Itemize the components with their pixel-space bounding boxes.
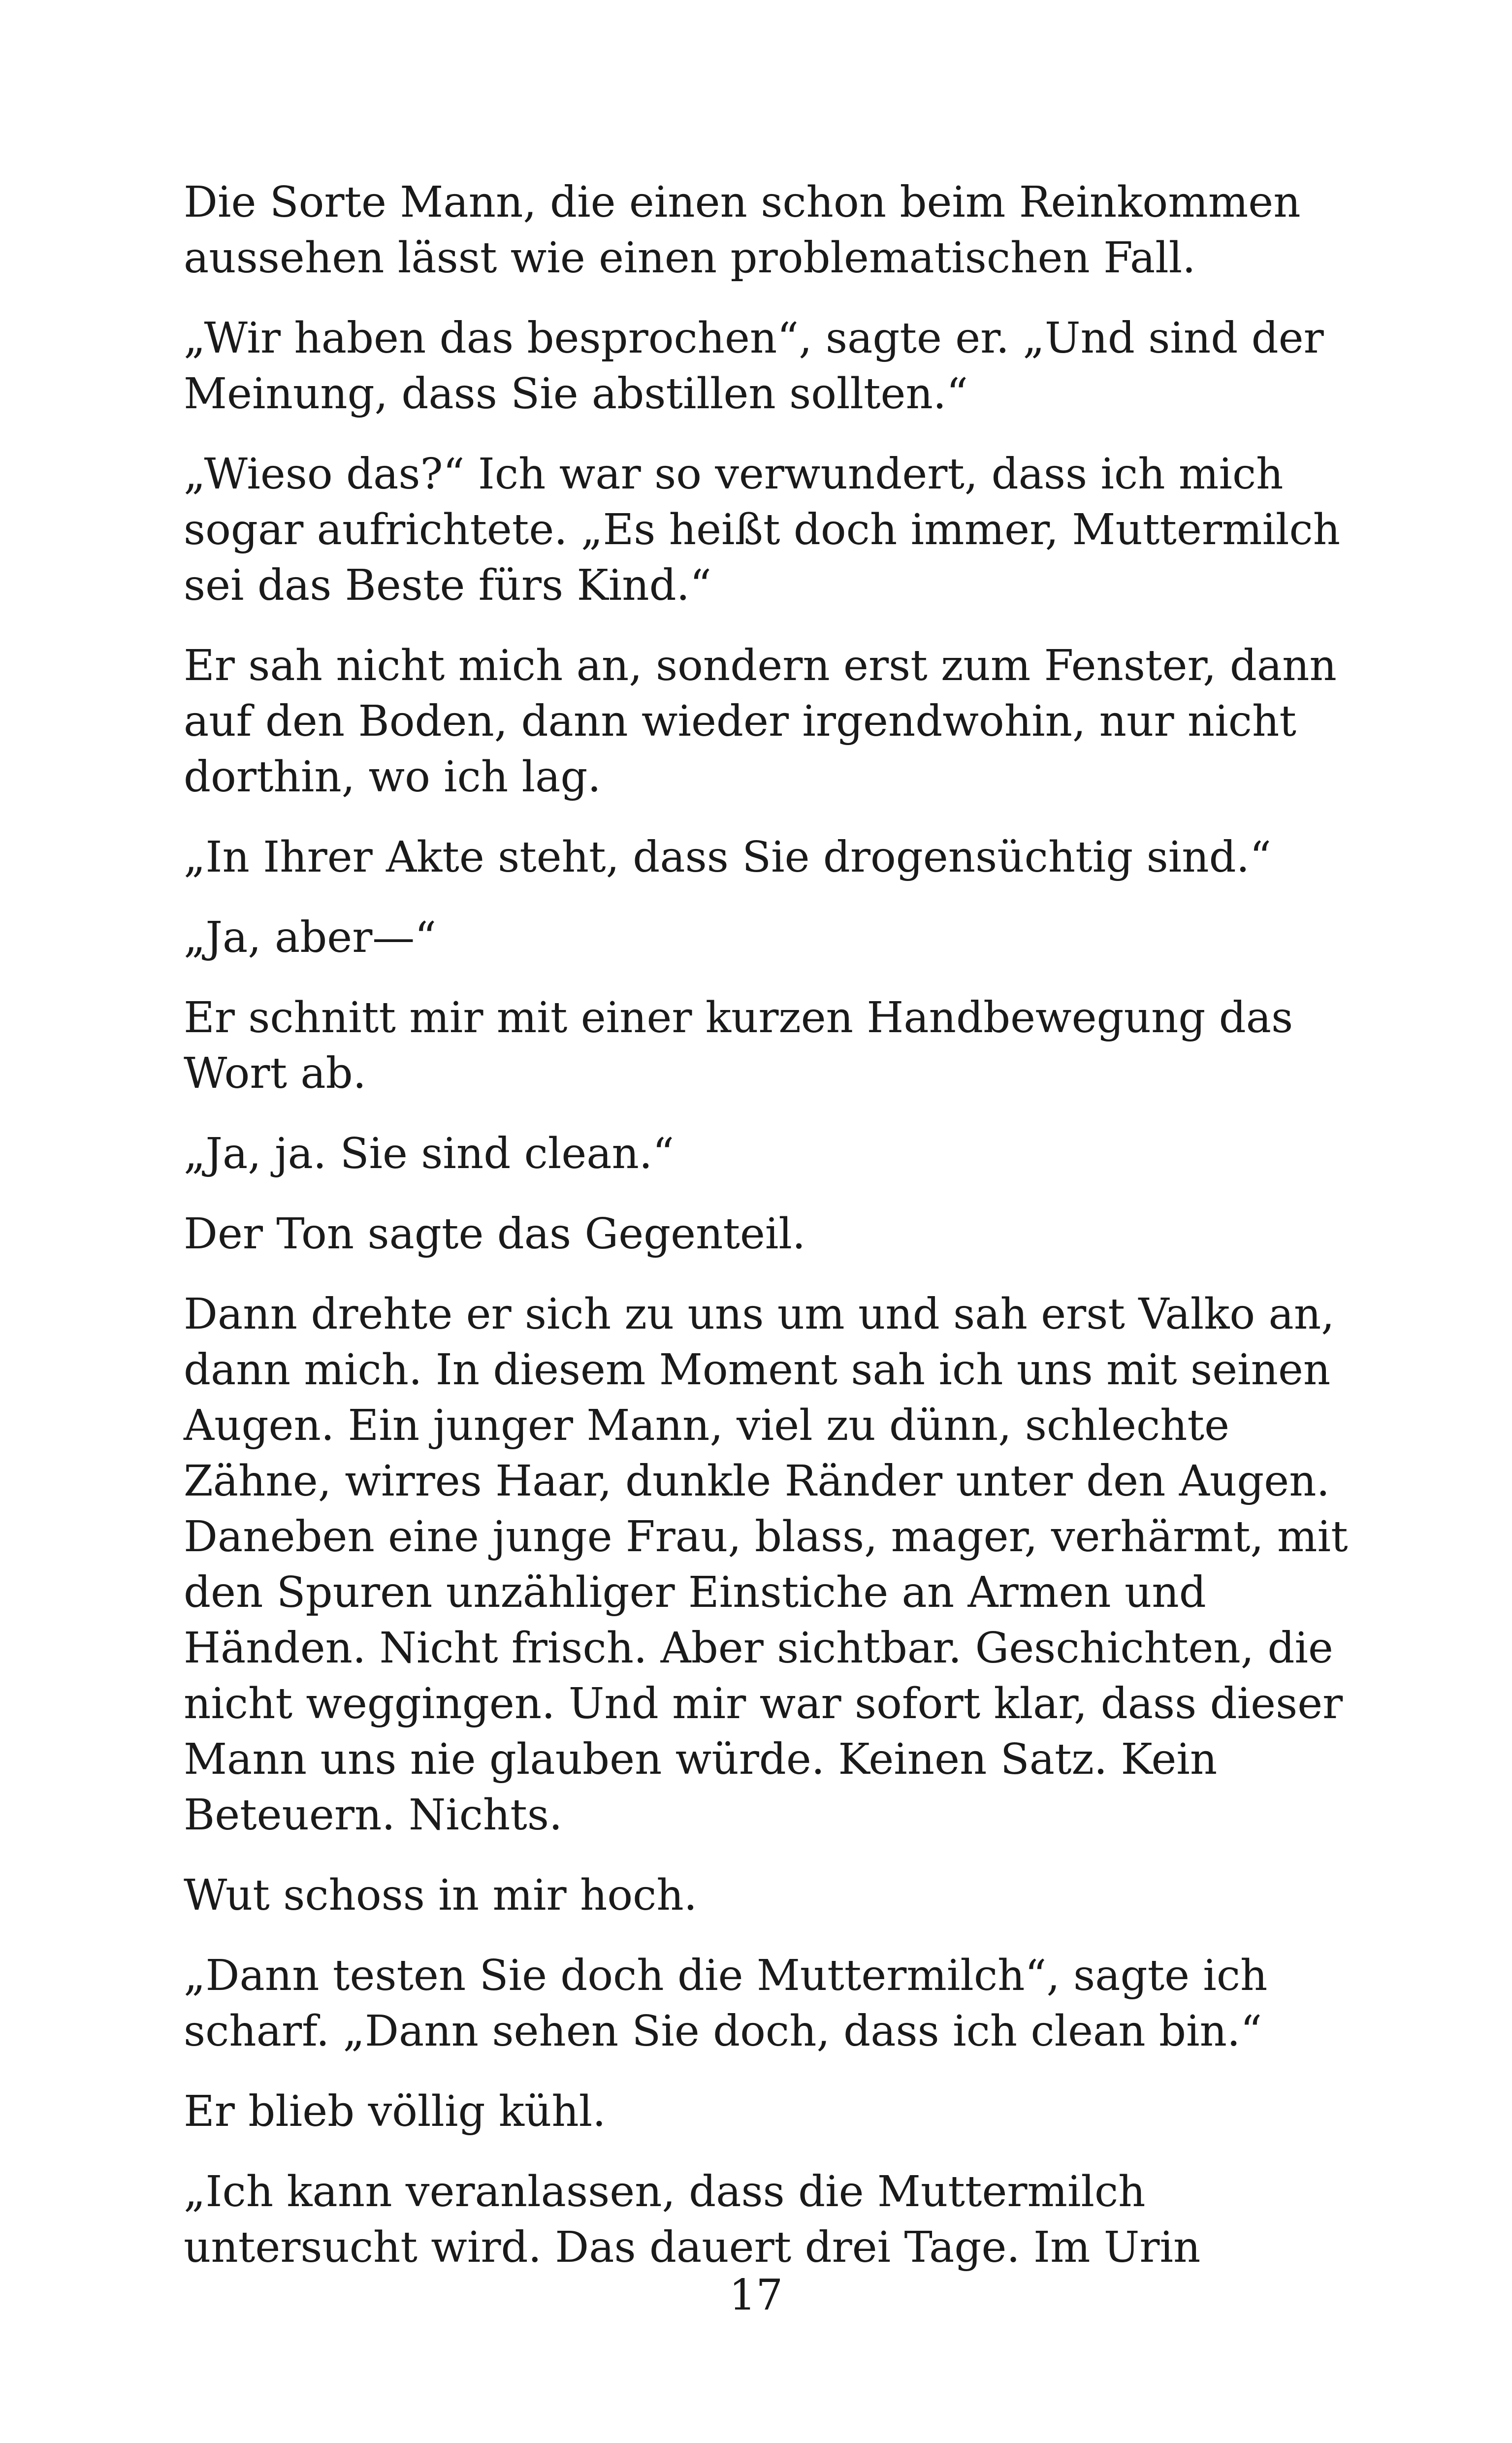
text-line: Er sah nicht mich an, sondern erst zum Fenster, dann [184, 641, 1337, 690]
text-line: auf den Boden, dann wieder irgendwohin, nur nicht [184, 697, 1296, 746]
text-line: Beteuern. Nichts. [184, 1791, 563, 1840]
paragraph [184, 910, 1336, 966]
text-line: sei das Beste fürs Kind.“ [184, 561, 711, 610]
text-line: „Ich kann veranlassen, dass die Muttermilch [184, 2167, 1146, 2216]
paragraph [184, 311, 1336, 422]
text-line: „In Ihrer Akte steht, dass Sie drogensüchtig sind.“ [184, 833, 1272, 882]
text-line: Er blieb völlig kühl. [184, 2087, 606, 2136]
paragraph [184, 447, 1341, 614]
text-line: Händen. Nicht frisch. Aber sichtbar. Geschichten, die [184, 1624, 1333, 1673]
text-line: untersucht wird. Das dauert drei Tage. Im Urin [184, 2223, 1201, 2272]
text-line: Wort ab. [184, 1049, 367, 1098]
text-line: Mann uns nie glauben würde. Keinen Satz. Kein [184, 1735, 1218, 1784]
text-line: Augen. Ein junger Mann, viel zu dünn, schlechte [184, 1401, 1229, 1450]
paragraph [184, 2164, 1336, 2276]
text-line: Dann drehte er sich zu uns um und sah erst Valko an, [184, 1290, 1335, 1339]
text-line: Wut schoss in mir hoch. [184, 1871, 698, 1920]
text-line: „Dann testen Sie doch die Muttermilch“, sagte ich [184, 1951, 1268, 2000]
text-line: den Spuren unzähliger Einstiche an Armen und [184, 1568, 1206, 1617]
text-line: dann mich. In diesem Moment sah ich uns mit seinen [184, 1345, 1331, 1395]
paragraph [184, 2084, 1336, 2140]
paragraph [184, 1206, 1336, 1262]
text-line: sogar aufrichtete. „Es heißt doch immer, Muttermilch [184, 505, 1341, 554]
text-line: Der Ton sagte das Gegenteil. [184, 1209, 806, 1259]
text-line: aussehen lässt wie einen problematischen Fall. [184, 233, 1196, 283]
text-line: „Wir haben das besprochen“, sagte er. „Und sind der [184, 314, 1324, 363]
text-line: „Ja, aber—“ [184, 913, 437, 962]
text-line: „Wieso das?“ Ich war so verwundert, dass ich mich [184, 450, 1284, 499]
paragraph [184, 175, 1336, 286]
paragraph [184, 638, 1336, 805]
text-line: Daneben eine junge Frau, blass, mager, verhärmt, mit [184, 1512, 1348, 1562]
page-number: 17 [729, 2271, 783, 2320]
text-line: dorthin, wo ich lag. [184, 752, 601, 802]
text-line: Zähne, wirres Haar, dunkle Ränder unter den Augen. [184, 1457, 1330, 1506]
paragraph [184, 830, 1336, 885]
text-line: Meinung, dass Sie abstillen sollten.“ [184, 369, 968, 419]
paragraph [184, 1868, 1336, 1923]
paragraph [184, 990, 1336, 1102]
text-line: „Ja, ja. Sie sind clean.“ [184, 1129, 675, 1178]
paragraph [184, 1287, 1348, 1843]
text-line: Er schnitt mir mit einer kurzen Handbewegung das [184, 993, 1293, 1042]
text-line: Die Sorte Mann, die einen schon beim Reinkommen [184, 178, 1301, 227]
text-line: nicht weggingen. Und mir war sofort klar, dass dieser [184, 1679, 1343, 1728]
text-line: scharf. „Dann sehen Sie doch, dass ich clean bin.“ [184, 2007, 1262, 2056]
body-text [184, 175, 1348, 2300]
paragraph [184, 1948, 1336, 2059]
paragraph [184, 1126, 1336, 1182]
